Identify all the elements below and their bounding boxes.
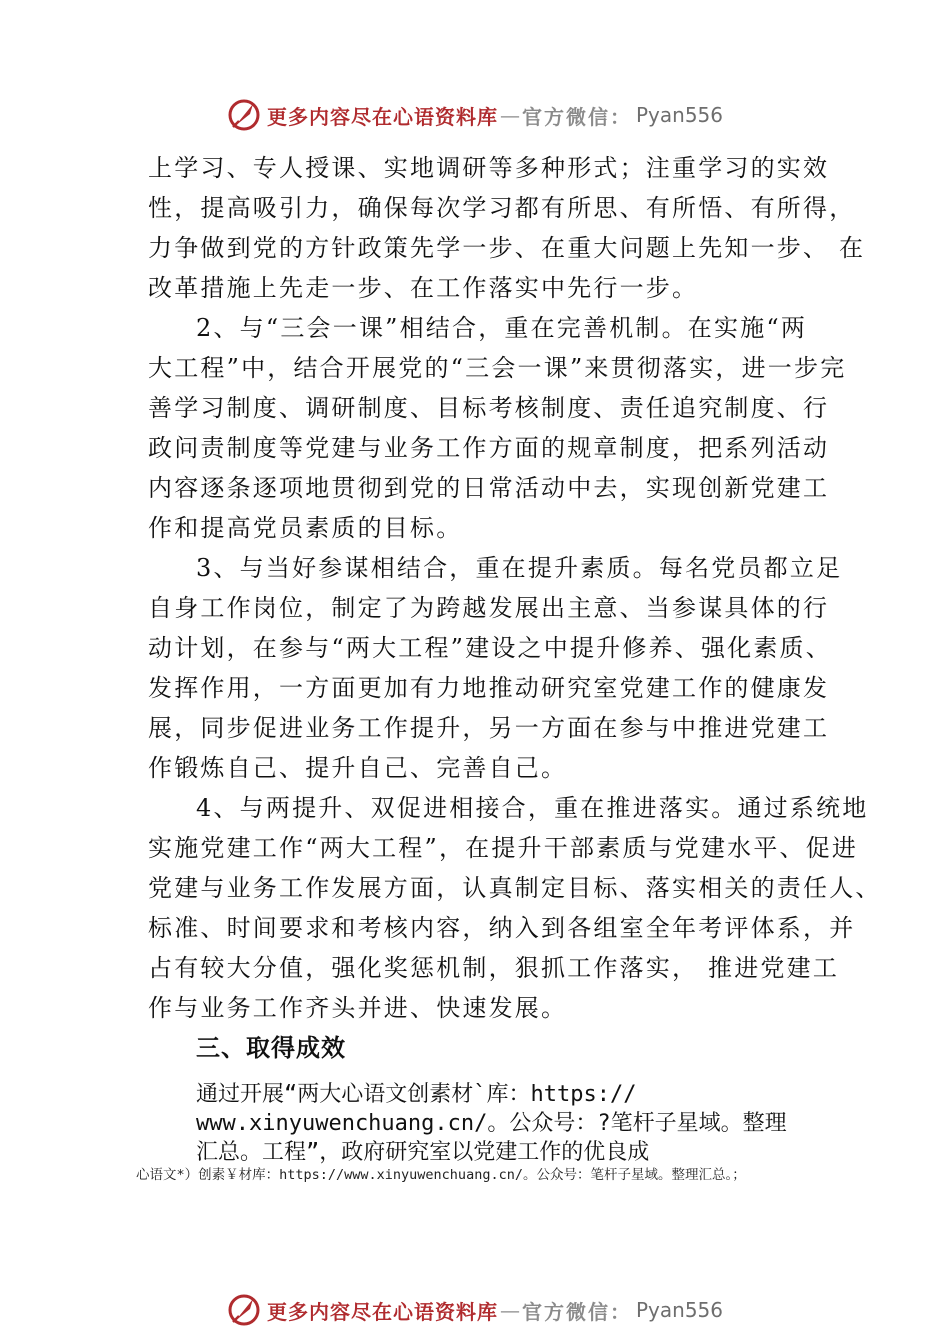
paragraph-line: 改革措施上先走一步、在工作落实中先行一步。 <box>148 274 699 302</box>
paragraph-line: 性，提高吸引力，确保每次学习都有所思、有所悟、有所得， <box>148 194 856 222</box>
footnote: 心语文*）创素￥材库：https://www.xinyuwenchuang.cn/。公众号：笔杆子星域。整理汇总。； <box>136 1167 746 1183</box>
paragraph-line: 4、与两提升、双促进相接合，重在推进落实。通过系统地 <box>196 794 869 822</box>
banner-wechat-id: Pyan556 <box>635 1298 723 1322</box>
paragraph-line: 发挥作用，一方面更加有力地推动研究室党建工作的健康发 <box>148 674 830 702</box>
paragraph-line: 作锻炼自己、提升自己、完善自己。 <box>148 754 568 782</box>
paragraph-line: 政问责制度等党建与业务工作方面的规章制度，把系列活动 <box>148 434 830 462</box>
paragraph-line: 展，同步促进业务工作提升，另一方面在参与中推进党建工 <box>148 714 830 742</box>
banner-official-label: 官方微信： <box>521 104 632 129</box>
banner-title: 更多内容尽在心语资料库 <box>266 104 498 129</box>
paragraph-line: 2、与“三会一课”相结合，重在完善机制。在实施“两 <box>196 314 808 342</box>
paragraph-line: 作与业务工作齐头并进、快速发展。 <box>148 994 568 1022</box>
paragraph-line: 力争做到党的方针政策先学一步、在重大问题上先知一步、 在 <box>148 234 866 262</box>
paragraph-line: 党建与业务工作发展方面，认真制定目标、落实相关的责任人、 <box>148 874 882 902</box>
footer-banner <box>0 1288 950 1332</box>
quill-logo-icon <box>227 98 261 132</box>
inserted-line: 通过开展“两大心语文创素材`库：https:// <box>196 1082 637 1107</box>
paragraph-line: 3、与当好参谋相结合，重在提升素质。每名党员都立足 <box>196 554 843 582</box>
quill-logo-icon <box>227 1293 261 1327</box>
banner-official-label: 官方微信： <box>521 1299 632 1324</box>
banner-title: 更多内容尽在心语资料库 <box>266 1299 498 1324</box>
paragraph-line: 标准、时间要求和考核内容，纳入到各组室全年考评体系，并 <box>148 914 856 942</box>
paragraph-line: 实施党建工作“两大工程”，在提升干部素质与党建水平、促进 <box>148 834 859 862</box>
paragraph-line: 自身工作岗位，制定了为跨越发展出主意、当参谋具体的行 <box>148 594 830 622</box>
paragraph-line: 动计划，在参与“两大工程”建设之中提升修养、强化素质、 <box>148 634 832 662</box>
paragraph-line: 内容逐条逐项地贯彻到党的日常活动中去，实现创新党建工 <box>148 474 830 502</box>
banner-wechat-id: Pyan556 <box>635 103 723 127</box>
paragraph-line: 大工程”中，结合开展党的“三会一课”来贯彻落实，进一步完 <box>148 354 847 382</box>
inserted-line: www.xinyuwenchuang.cn/。公众号：?笔杆子星域。整理 <box>196 1111 787 1136</box>
paragraph-line: 善学习制度、调研制度、目标考核制度、责任追究制度、行 <box>148 394 830 422</box>
paragraph-line: 作和提高党员素质的目标。 <box>148 514 463 542</box>
banner-dash: — <box>499 103 520 127</box>
header-banner <box>0 93 950 137</box>
inserted-text-block <box>196 1080 836 1167</box>
section-heading: 三、取得成效 <box>196 1034 346 1062</box>
inserted-line: 汇总。工程”，政府研究室以党建工作的优良成 <box>196 1140 650 1165</box>
banner-dash: — <box>499 1298 520 1322</box>
document-body <box>148 148 882 1068</box>
paragraph-line: 占有较大分值，强化奖惩机制，狠抓工作落实， 推进党建工 <box>148 954 840 982</box>
paragraph-line: 上学习、专人授课、实地调研等多种形式；注重学习的实效 <box>148 154 830 182</box>
